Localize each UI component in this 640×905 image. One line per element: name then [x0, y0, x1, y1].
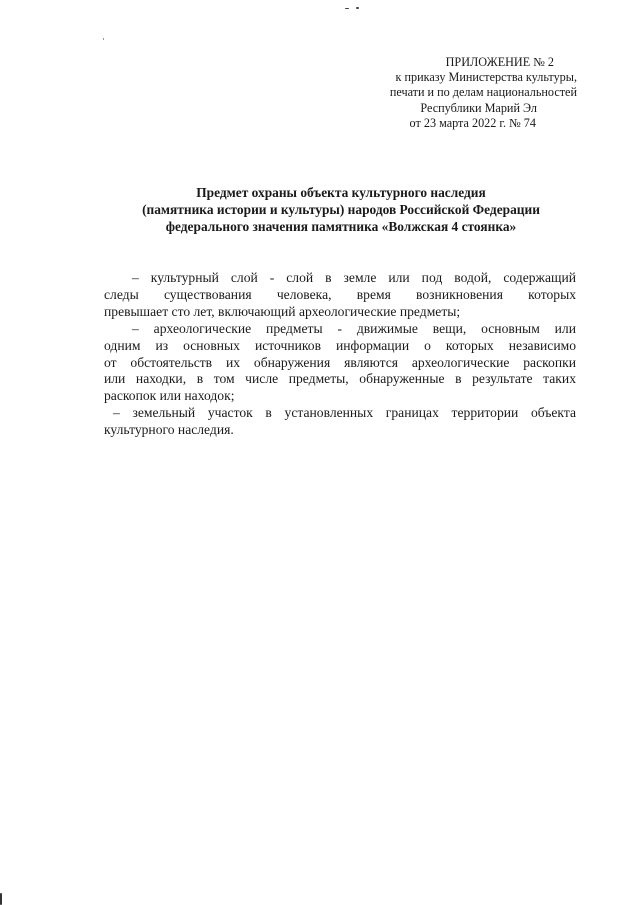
paragraph-line: – культурный слой - слой в земле или под водой, содержащий: [132, 270, 576, 285]
appendix-number: ПРИЛОЖЕНИЕ № 2: [445, 55, 554, 69]
appendix-republic-name: Республики Марий Эл: [420, 100, 537, 115]
paragraph-land-plot: [104, 405, 576, 439]
paragraph-line: культурного наследия.: [104, 422, 234, 438]
document-title: [96, 184, 586, 236]
scan-artifact-mark: [0, 893, 2, 905]
scan-artifact-mark: [345, 8, 349, 9]
appendix-header: [300, 55, 577, 131]
scan-artifact-mark: [356, 7, 359, 9]
title-line: федерального значения памятника «Волжская 4 стоянка»: [165, 219, 517, 235]
paragraph-line: следы существования человека, время возникновения которых: [104, 286, 576, 302]
paragraph-archaeological-items: [104, 321, 576, 406]
paragraph-line: одним из основных источников информации о которых независимо: [104, 337, 576, 353]
paragraph-line: от обстоятельств их обнаружения являются археологические раскопки: [104, 354, 576, 370]
scan-artifact-mark: [103, 38, 104, 40]
appendix-order-reference: к приказу Министерства культуры,: [395, 70, 577, 85]
paragraph-line: или находки, в том числе предметы, обнаруженные в результате таких: [104, 371, 576, 387]
appendix-ministry-name: печати и по делам национальностей: [389, 85, 577, 100]
paragraph-cultural-layer: [104, 270, 576, 321]
title-line: Предмет охраны объекта культурного наследия: [196, 185, 486, 200]
title-line: (памятника истории и культуры) народов Российской Федерации: [142, 202, 540, 218]
paragraph-line: – земельный участок в установленных границах территории объекта: [113, 405, 576, 421]
paragraph-line: – археологические предметы - движимые вещи, основным или: [132, 320, 576, 336]
appendix-order-date: от 23 марта 2022 г. № 74: [409, 115, 536, 130]
document-body: [104, 270, 576, 439]
paragraph-line: превышает сто лет, включающий археологические предметы;: [104, 303, 461, 319]
paragraph-line: раскопок или находок;: [104, 388, 235, 404]
